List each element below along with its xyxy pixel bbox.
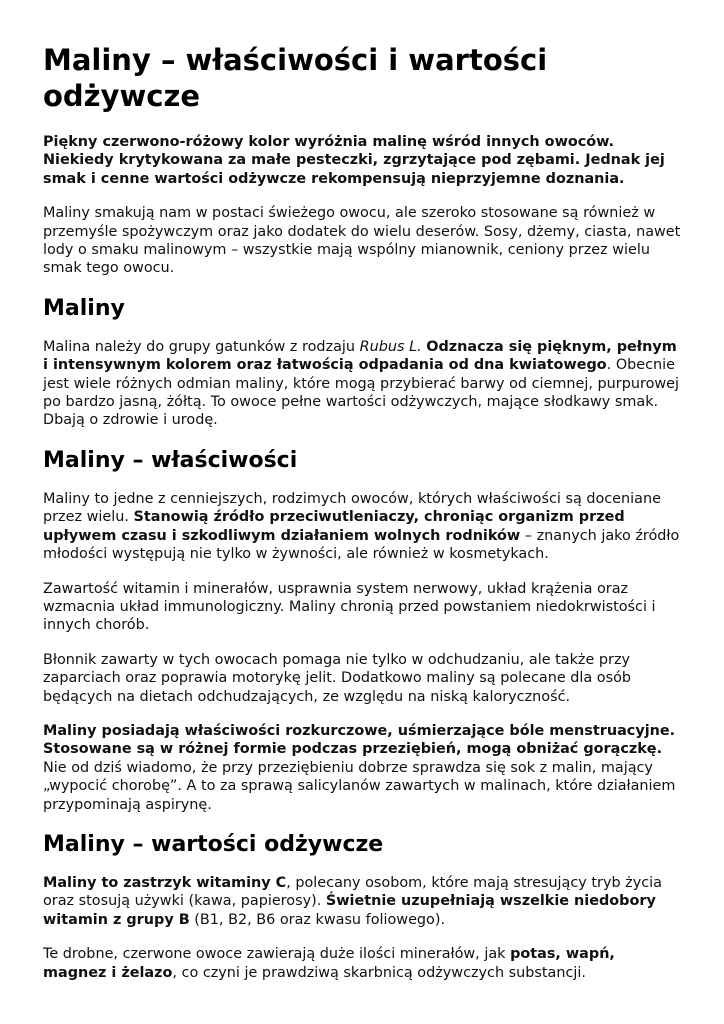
section-heading-maliny: Maliny [43,295,125,321]
text-span: Maliny to jedne z cenniejszych, rodzimych owoców, których właściwości są doceniane przez wielu. [43,490,661,526]
wartosci-paragraph-2 [43,945,683,982]
section-maliny-paragraph [43,338,683,430]
text-span: Te drobne, czerwone owoce zawierają duże ilości minerałów, jak [43,946,511,963]
bold-text: Stanowią źródło przeciwutleniaczy, chroniąc organizm przed upływem czasu i szkodliwym działaniem wolnych rodników [43,509,625,544]
page-title: Maliny – właściwości i wartości odżywcze [43,43,548,113]
latin-name: Rubus L. [359,338,422,355]
text-span: Malina należy do grupy gatunków z rodzaju [43,338,360,355]
wartosci-paragraph-1 [43,874,683,929]
section-heading-wartosci: Maliny – wartości odżywcze [43,831,384,857]
wlasciwosci-paragraph-1 [43,490,683,564]
text-span: Nie od dziś wiadomo, że przy przeziębieniu dobrze sprawdza się sok z malin, mający „wypocić chorobę”. A to za sprawą salicylanów zawartych w malinach, które działaniem przypominają aspirynę. [43,759,676,813]
bold-text: Maliny to zastrzyk witaminy C [43,874,287,891]
text-span: – znanych jako źródło młodości występują nie tylko w żywności, ale również w kosmetykach. [43,527,680,563]
wlasciwosci-paragraph-2: Zawartość witamin i minerałów, usprawnia system nerwowy, układ krążenia oraz wzmacnia układ immunologiczny. Maliny chronią przed powstaniem niedokrwistości i innych chorób. [43,580,656,634]
bold-text: potas, wapń, magnez i żelazo [43,946,615,981]
wlasciwosci-paragraph-4 [43,722,683,814]
lead-paragraph: Piękny czerwono-różowy kolor wyróżnia malinę wśród innych owoców. Niekiedy krytykowana za małe pesteczki, zgrzytające pod zębami. Jednak jej smak i cenne wartości odżywcze rekompensują nieprzyjemne doznania. [43,134,665,187]
text-span: . Obecnie jest wiele różnych odmian maliny, które mogą przybierać barwy od ciemnej, purpurowej po bardzo jasną, żółtą. To owoce pełne wartości odżywczych, mające słodkawy smak. Dbają o zdrowie i urodę. [43,357,679,429]
section-heading-wlasciwosci: Maliny – właściwości [43,447,298,473]
text-span: (B1, B2, B6 oraz kwasu foliowego). [189,911,446,928]
intro-paragraph: Maliny smakują nam w postaci świeżego owocu, ale szeroko stosowane są również w przemyśle spożywczym oraz jako dodatek do wielu deserów. Sosy, dżemy, ciasta, nawet lody o smaku malinowym – wszystkie mają wspólny mianownik, ceniony przez wielu smak tego owocu. [43,205,681,277]
article [43,42,683,998]
bold-text: Maliny posiadają właściwości rozkurczowe, uśmierzające bóle menstruacyjne. Stosowane są w różnej formie podczas przeziębień, mogą obniżać gorączkę. [43,722,676,758]
text-span: , co czyni je prawdziwą skarbnicą odżywczych substancji. [172,964,586,981]
wlasciwosci-paragraph-3: Błonnik zawarty w tych owocach pomaga nie tylko w odchudzaniu, ale także przy zaparciach oraz poprawia motorykę jelit. Dodatkowo maliny są polecane dla osób będących na dietach odchudzających, ze względu na niską kaloryczność. [43,651,632,705]
text-span: , polecany osobom, które mają stresujący tryb życia oraz stosują używki (kawa, papierosy). [43,874,662,910]
bold-text: Odznacza się pięknym, pełnym i intensywnym kolorem oraz łatwością odpadania od dna kwiatowego [43,338,677,374]
bold-text: Świetnie uzupełniają wszelkie niedobory witamin z grupy B [43,893,656,928]
